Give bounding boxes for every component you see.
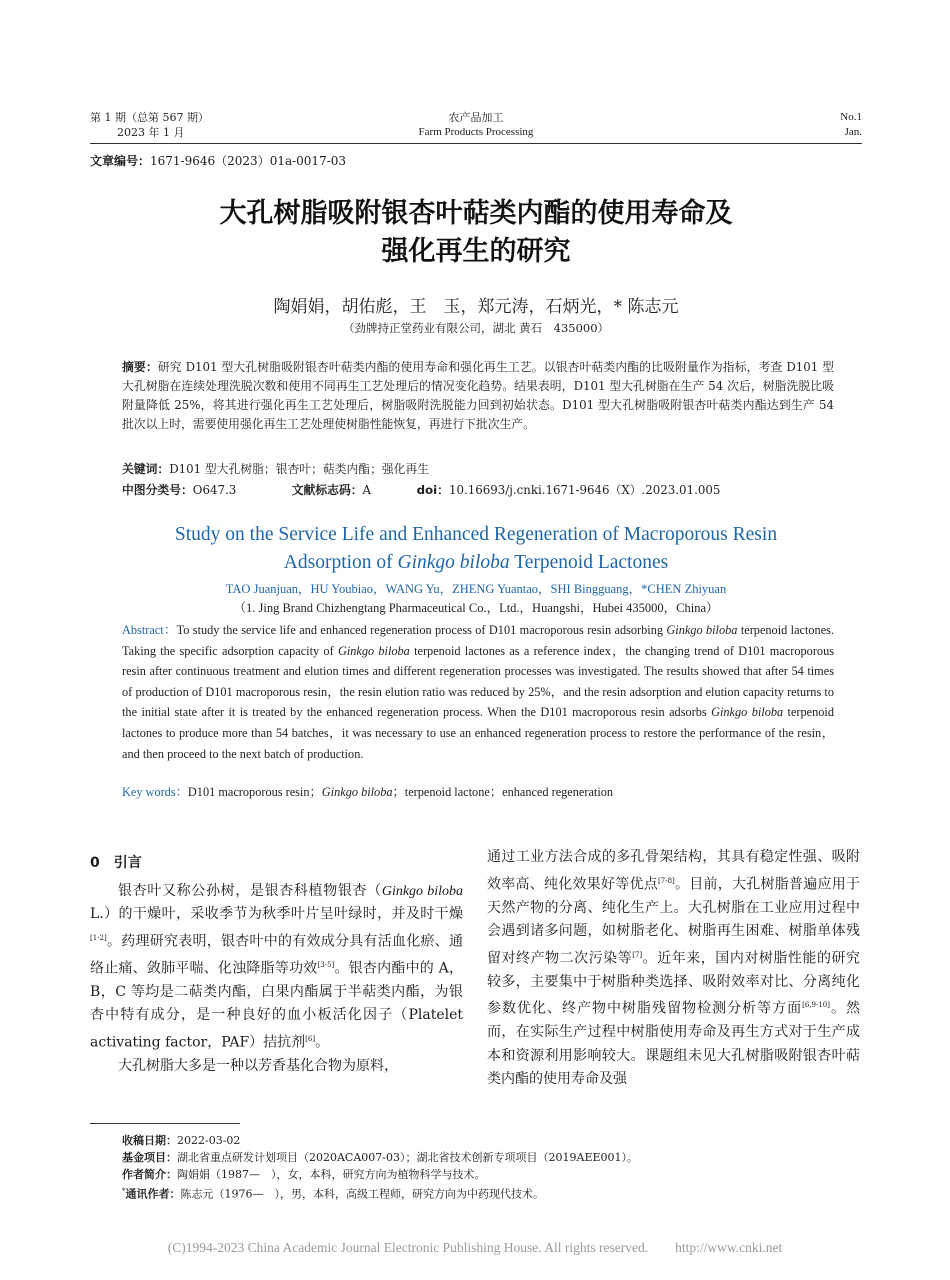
abstract-en-text-2: terpenoid lactones. Taking the specific adsorption capacity of: [122, 623, 835, 658]
author-value: 陶娟娟（1987— ），女，本科，研究方向为植物科学与技术。: [177, 1168, 486, 1181]
header-rule: [90, 143, 862, 144]
received-value: 2022-03-02: [177, 1134, 241, 1147]
corr-value: 陈志元（1976— ），男，本科，高级工程师，研究方向为中药现代技术。: [180, 1187, 544, 1201]
title-cn: [90, 195, 862, 271]
title-en-line1: Study on the Service Life and Enhanced Regeneration of Macroporous Resin: [174, 524, 778, 545]
abstract-en-label: Abstract：: [122, 623, 177, 637]
doc-code-label: 文献标志码：: [291, 483, 363, 497]
authors-cn: 陶娟娟，胡佑彪，王 玉，郑元涛，石炳光，* 陈志元: [273, 297, 679, 317]
article-id-label: 文章编号：: [90, 154, 151, 168]
keywords-cn-text: D101 型大孔树脂；银杏叶；萜类内酯；强化再生: [169, 462, 430, 476]
article-id-value: 1671-9646（2023）01a-0017-03: [150, 154, 347, 168]
affiliation-en: （1. Jing Brand Chizhengtang Pharmaceutical Co.，Ltd.，Huangshi，Hubei 435000，China）: [233, 601, 719, 615]
p1-text-e: 。: [315, 1034, 330, 1051]
received-label: 收稿日期：: [122, 1134, 177, 1147]
footnote-author: [122, 1166, 842, 1183]
fund-value: 湖北省重点研发计划项目（2020ACA007-03）；湖北省技术创新专项项目（2019AEE001）。: [177, 1151, 638, 1164]
abstract-en-text-4: terpenoid lactones to produce more than 54 batches，it was necessary to use an enhanced regeneration process to restore the performance of the resin，and then proceed to the next batch of production.: [122, 705, 834, 761]
section-heading: 0 引言: [90, 855, 142, 871]
clc-value: O647.3: [192, 483, 237, 497]
right-text-b: 。目前，大孔树脂普遍应用于天然产物的分离、纯化生产上。大孔树脂在工业应用过程中会遇到诸多问题，如树脂老化、树脂再生困难、树脂单体残留对终产物二次污染等: [487, 876, 861, 967]
p1-text-b: L.）的干燥叶，采收季节为秋季叶片呈叶绿时，并及时干燥: [90, 906, 463, 922]
body-left-column: [90, 852, 463, 1078]
doc-code-value: A: [362, 483, 372, 497]
doi-value: 10.16693/j.cnki.1671-9646（X）.2023.01.005: [448, 483, 721, 497]
citation-ref: [3-5]: [317, 960, 335, 969]
affiliation-cn: （劲牌持正堂药业有限公司，湖北 黄石 435000）: [342, 321, 610, 335]
citation-ref: [6]: [305, 1034, 316, 1043]
title-cn-line1: 大孔树脂吸附银杏叶萜类内酯的使用寿命及: [219, 198, 733, 229]
body-right-column: [487, 846, 860, 1092]
footnote-corresponding: *通讯作者：陈志元（1976— ），男，本科，高级工程师，研究方向为中药现代技术。: [122, 1187, 544, 1201]
right-text-c: 。近年来，国内对树脂性能的研究较多，主要集中于树脂种类选择、吸附效率对比、分离纯化参数优化、终产物中树脂残留物检测分析等方面: [487, 950, 861, 1017]
fund-label: 基金项目：: [122, 1151, 177, 1164]
abstract-en-text-1: To study the service life and enhanced regeneration process of D101 macroporous resin adsorbing: [176, 623, 667, 637]
header-center: [380, 110, 572, 140]
author-label: 作者简介：: [122, 1168, 177, 1181]
keywords-en-text-1: D101 macroporous resin；: [187, 785, 322, 799]
body-paragraph-2: 大孔树脂大多是一种以芳香基化合物为原料，: [118, 1057, 398, 1074]
p1-text-d: 。银杏内酯中的 A，B，C 等均是二萜类内酯，白果内酯属于半萜类内酯，为银杏中特有成分，是一种良好的血小板活化因子（Platelet activating factor，PAF）拮抗剂: [90, 960, 464, 1051]
keywords-en-label: Key words：: [122, 785, 188, 799]
keywords-en-text-2: ；terpenoid lactone；enhanced regeneration: [392, 785, 614, 799]
citation-ref: [1-2]: [90, 933, 107, 942]
keywords-cn: [122, 460, 834, 479]
keywords-en: [122, 782, 834, 803]
issue-cn: 第 1 期（总第 567 期）: [90, 111, 209, 124]
journal-cn: 农产品加工: [448, 111, 504, 124]
issue-en: No.1: [840, 111, 862, 123]
citation-ref: [7-8]: [658, 876, 675, 885]
copyright-watermark: (C)1994-2023 China Academic Journal Electronic Publishing House. All rights reserved. http://www.cnki.net: [167, 1240, 783, 1255]
abstract-cn-text: 研究 D101 型大孔树脂吸附银杏叶萜类内酯的使用寿命和强化再生工艺。以银杏叶萜类内酯的比吸附量作为指标，考查 D101 型大孔树脂在连续处理洗脱次数和使用不同再生工艺处理后的情况变化趋势。结果表明，D101 型大孔树脂在生产 54 次后，树脂洗脱比吸附量降低 25%，将其进行强化再生工艺处理后，树脂吸附洗脱能力回到初始状态。D101 型大孔树脂吸附银杏叶萜类内酯达到生产 54 批次以上时，需要使用强化再生工艺处理使树脂性能恢复，再进行下批次生产。: [122, 360, 834, 431]
corr-label: 通讯作者：: [125, 1187, 181, 1201]
abstract-en-italic-2: Ginkgo biloba: [337, 643, 410, 658]
abstract-en: [122, 620, 834, 764]
journal-en: Farm Products Processing: [418, 126, 534, 138]
header-left: [90, 110, 209, 140]
article-id: [90, 152, 346, 169]
classification-line: [122, 481, 834, 500]
doi-label: doi：: [416, 483, 449, 497]
title-en-line2-post: Terpenoid Lactones: [509, 552, 669, 573]
p1-italic: Ginkgo biloba: [381, 883, 463, 899]
authors-en: TAO Juanjuan，HU Youbiao，WANG Yu，ZHENG Yuantao，SHI Bingguang，*CHEN Zhiyuan: [225, 582, 727, 596]
right-text-d: 。然而，在实际生产过程中树脂使用寿命及再生方式对于生产成本和资源利用影响较大。课题组未见大孔树脂吸附银杏叶萜类内酯的使用寿命及强: [487, 1000, 861, 1088]
right-text-a: 通过工业方法合成的多孔骨架结构，其具有稳定性强、吸附效率高、纯化效果好等优点: [487, 849, 860, 893]
title-en-line2-pre: Adsorption of: [283, 552, 398, 573]
abstract-en-italic-3: Ginkgo biloba: [711, 705, 784, 720]
citation-ref: [6,9-10]: [802, 1001, 830, 1010]
keywords-en-italic: Ginkgo biloba: [321, 785, 393, 799]
title-cn-line2: 强化再生的研究: [381, 236, 571, 267]
keywords-cn-label: 关键词：: [122, 462, 170, 476]
footnotes: [122, 1132, 842, 1203]
abstract-cn-label: 摘要：: [122, 360, 158, 374]
abstract-en-italic-1: Ginkgo biloba: [666, 623, 738, 637]
abstract-cn: [122, 358, 834, 434]
footnote-rule: [90, 1123, 240, 1124]
abstract-en-text-3: terpenoid lactones as a reference index，the changing trend of D101 macroporous resin after continuous treatment and elution times and different regeneration processes was investigated. The results showed that after 54 times of production of D101 macroporous resin，the resin elution ratio was reduced by 25%，and the resin adsorption and elution capacity returns to the initial state after it is treated by the enhanced regeneration process. When the D101 macroporous resin adsorbs: [122, 643, 835, 720]
footnote-fund: [122, 1149, 842, 1166]
header-right: [840, 110, 862, 140]
date-cn: 2023 年 1 月: [117, 126, 185, 139]
body-paragraph-right: [487, 846, 860, 1092]
body-paragraph-1: [90, 880, 463, 1055]
clc-label: 中图分类号：: [122, 483, 193, 497]
p1-text-a: 银杏叶又称公孙树，是银杏科植物银杏（: [118, 882, 382, 899]
title-en-line2-italic: Ginkgo biloba: [397, 552, 510, 573]
p1-text-c: 。药理研究表明，银杏叶中的有效成分具有活血化瘀、通络止痛、敛肺平喘、化浊降脂等功效: [90, 933, 463, 977]
footnote-received: [122, 1132, 842, 1149]
title-en: [90, 521, 862, 577]
title-en-line2: [90, 549, 862, 577]
citation-ref: [7]: [632, 950, 643, 959]
month-en: Jan.: [844, 126, 862, 138]
